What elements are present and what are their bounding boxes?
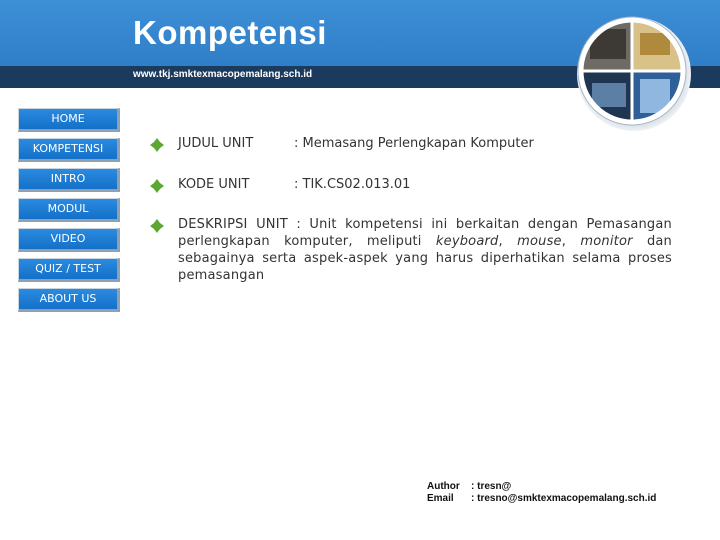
email-line	[427, 493, 656, 505]
desc-monitor: monitor	[580, 234, 633, 249]
judul-unit-value: : Memasang Perlengkapan Komputer	[294, 136, 534, 151]
diamond-bullet-icon	[150, 138, 164, 152]
nav-item-kompetensi[interactable]: KOMPETENSI	[18, 138, 120, 162]
website-url: www.tkj.smktexmacopemalang.sch.id	[133, 69, 313, 80]
nav-item-about-us[interactable]: ABOUT US	[18, 288, 120, 312]
author-label: Author	[427, 481, 460, 492]
desc-separator: ,	[498, 234, 518, 249]
diamond-bullet-icon	[150, 179, 164, 193]
desc-mouse: mouse	[517, 234, 562, 249]
page-title: Kompetensi	[133, 14, 327, 51]
judul-unit-label: JUDUL UNIT	[178, 136, 254, 151]
kode-unit-label: KODE UNIT	[178, 177, 250, 192]
nav-item-modul[interactable]: MODUL	[18, 198, 120, 222]
kode-unit-value: : TIK.CS02.013.01	[294, 177, 411, 192]
desc-suffix: dan sebagainya serta aspek-aspek yang harus diperhatikan selama proses pemasangan	[178, 234, 672, 283]
nav-item-home[interactable]: HOME	[18, 108, 120, 132]
nav-item-video[interactable]: VIDEO	[18, 228, 120, 252]
deskripsi-unit-text	[178, 216, 672, 284]
nav-item-quiz-test[interactable]: QUIZ / TEST	[18, 258, 120, 282]
author-value: : tresn@	[471, 481, 512, 492]
author-line	[427, 481, 656, 493]
email-label: Email	[427, 493, 454, 504]
author-info	[427, 481, 656, 505]
desc-keyboard: keyboard	[435, 234, 499, 249]
desc-separator: ,	[561, 234, 581, 249]
diamond-bullet-icon	[150, 219, 164, 233]
desc-prefix: DESKRIPSI UNIT : Unit kompetensi ini berkaitan dengan Pemasangan perlengkapan komputer, meliputi	[178, 217, 672, 249]
nav-item-intro[interactable]: INTRO	[18, 168, 120, 192]
email-value[interactable]: : tresno@smktexmacopemalang.sch.id	[471, 493, 657, 504]
globe-logo-icon	[574, 13, 694, 133]
